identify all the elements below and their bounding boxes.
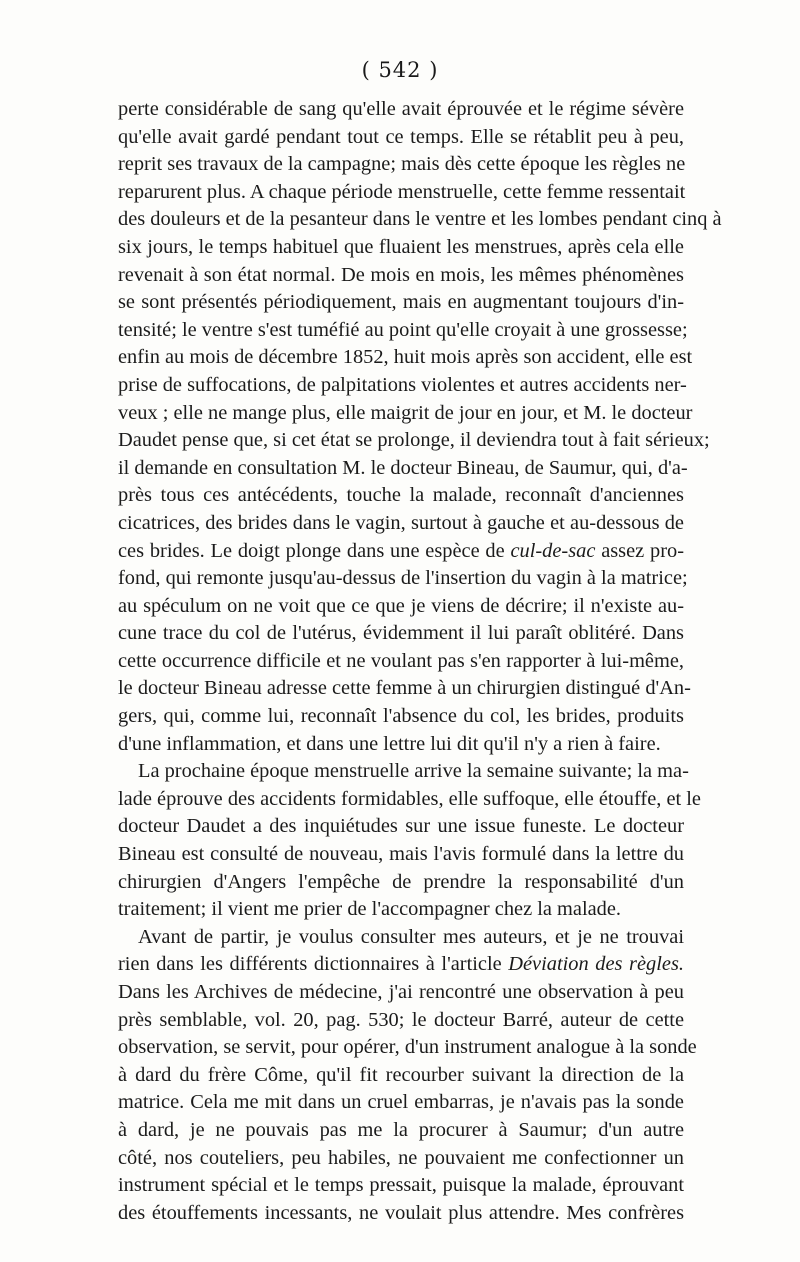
text-line: tensité; le ventre s'est tuméfié au point qu'elle croyait à une grossesse; <box>118 318 688 341</box>
text-line: près semblable, vol. 20, pag. 530; le docteur Barré, auteur de cette <box>118 1008 684 1031</box>
text-line: il demande en consultation M. le docteur Bineau, de Saumur, qui, d'a- <box>118 456 688 479</box>
text-line-with-italic <box>118 951 684 979</box>
text-line: enfin au mois de décembre 1852, huit mois après son accident, elle est <box>118 346 693 369</box>
text-line: près tous ces antécédents, touche la malade, reconnaît d'anciennes <box>118 484 684 507</box>
text-line: perte considérable de sang qu'elle avait éprouvée et le régime sévère <box>118 98 684 120</box>
text-line: chirurgien d'Angers l'empêche de prendre la responsabilité d'un <box>118 870 684 893</box>
text-line: à dard, je ne pouvais pas me la procurer à Saumur; d'un autre <box>118 1118 684 1141</box>
text-line: cette occurrence difficile et ne voulant pas s'en rapporter à lui-même, <box>118 649 684 672</box>
text-line: matrice. Cela me mit dans un cruel embarras, je n'avais pas la sonde <box>118 1091 684 1114</box>
text-line: se sont présentés périodiquement, mais en augmentant toujours d'in- <box>118 291 684 314</box>
italic-term: cul-de-sac <box>510 539 596 562</box>
paragraph-1 <box>118 96 722 758</box>
text-line: des étouffements incessants, ne voulait plus attendre. Mes confrères <box>118 1201 684 1224</box>
text-line: docteur Daudet a des inquiétudes sur une issue funeste. Le docteur <box>118 815 684 838</box>
text-line: cicatrices, des brides dans le vagin, surtout à gauche et au-dessous de <box>118 511 684 534</box>
text-line: instrument spécial et le temps pressait, puisque la malade, éprouvant <box>118 1174 684 1197</box>
text-line: prise de suffocations, de palpitations violentes et autres accidents ner- <box>118 373 687 396</box>
text-line: fond, qui remonte jusqu'au-dessus de l'insertion du vagin à la matrice; <box>118 567 688 590</box>
text-segment: assez pro- <box>595 539 684 562</box>
text-line: gers, qui, comme lui, reconnaît l'absence du col, les brides, produits <box>118 705 684 728</box>
text-line: veux ; elle ne mange plus, elle maigrit de jour en jour, et M. le docteur <box>118 401 693 424</box>
text-line: au spéculum on ne voit que ce que je viens de décrire; il n'existe au- <box>118 594 684 617</box>
text-line: six jours, le temps habituel que fluaient les menstrues, après cela elle <box>118 235 684 258</box>
text-line: Dans les Archives de médecine, j'ai rencontré une observation à peu <box>118 981 684 1003</box>
text-line: côté, nos couteliers, peu habiles, ne pouvaient me confectionner un <box>118 1146 684 1169</box>
italic-term: Déviation des règles. <box>508 953 684 976</box>
text-line: observation, se servit, pour opérer, d'un instrument analogue à la sonde <box>118 1036 697 1059</box>
text-line: cune trace du col de l'utérus, évidemment il lui paraît oblitéré. Dans <box>118 622 684 645</box>
text-line: reparurent plus. A chaque période menstruelle, cette femme ressentait <box>118 180 686 203</box>
text-line: Bineau est consulté de nouveau, mais l'avis formulé dans la lettre du <box>118 843 684 866</box>
text-line: le docteur Bineau adresse cette femme à un chirurgien distingué d'An- <box>118 677 691 700</box>
paragraph-3 <box>118 924 697 1228</box>
text-line: à dard du frère Côme, qu'il fit recourber suivant la direction de la <box>118 1063 684 1086</box>
text-segment: rien dans les différents dictionnaires à l'article <box>118 953 509 976</box>
text-line: Avant de partir, je voulus consulter mes auteurs, et je ne trouvai <box>138 925 684 948</box>
text-line: des douleurs et de la pesanteur dans le ventre et les lombes pendant cinq à <box>118 208 722 231</box>
text-line: qu'elle avait gardé pendant tout ce temps. Elle se rétablit peu à peu, <box>118 125 684 148</box>
text-line: Daudet pense que, si cet état se prolonge, il deviendra tout à fait sérieux; <box>118 429 710 452</box>
text-segment: ces brides. Le doigt plonge dans une espèce de <box>118 539 511 562</box>
text-line: La prochaine époque menstruelle arrive la semaine suivante; la ma- <box>138 760 689 783</box>
text-line: revenait à son état normal. De mois en mois, les mêmes phénomènes <box>118 263 684 286</box>
page-number: ( 542 ) <box>361 58 439 82</box>
text-line-with-italic <box>118 538 684 566</box>
text-line: d'une inflammation, et dans une lettre lui dit qu'il n'y a rien à faire. <box>118 732 661 755</box>
body-text <box>118 96 722 1227</box>
text-line: reprit ses travaux de la campagne; mais dès cette époque les règles ne <box>118 153 686 176</box>
text-line: traitement; il vient me prier de l'accompagner chez la malade. <box>118 898 622 921</box>
text-line: lade éprouve des accidents formidables, elle suffoque, elle étouffe, et le <box>118 787 701 810</box>
paragraph-2 <box>118 758 701 924</box>
